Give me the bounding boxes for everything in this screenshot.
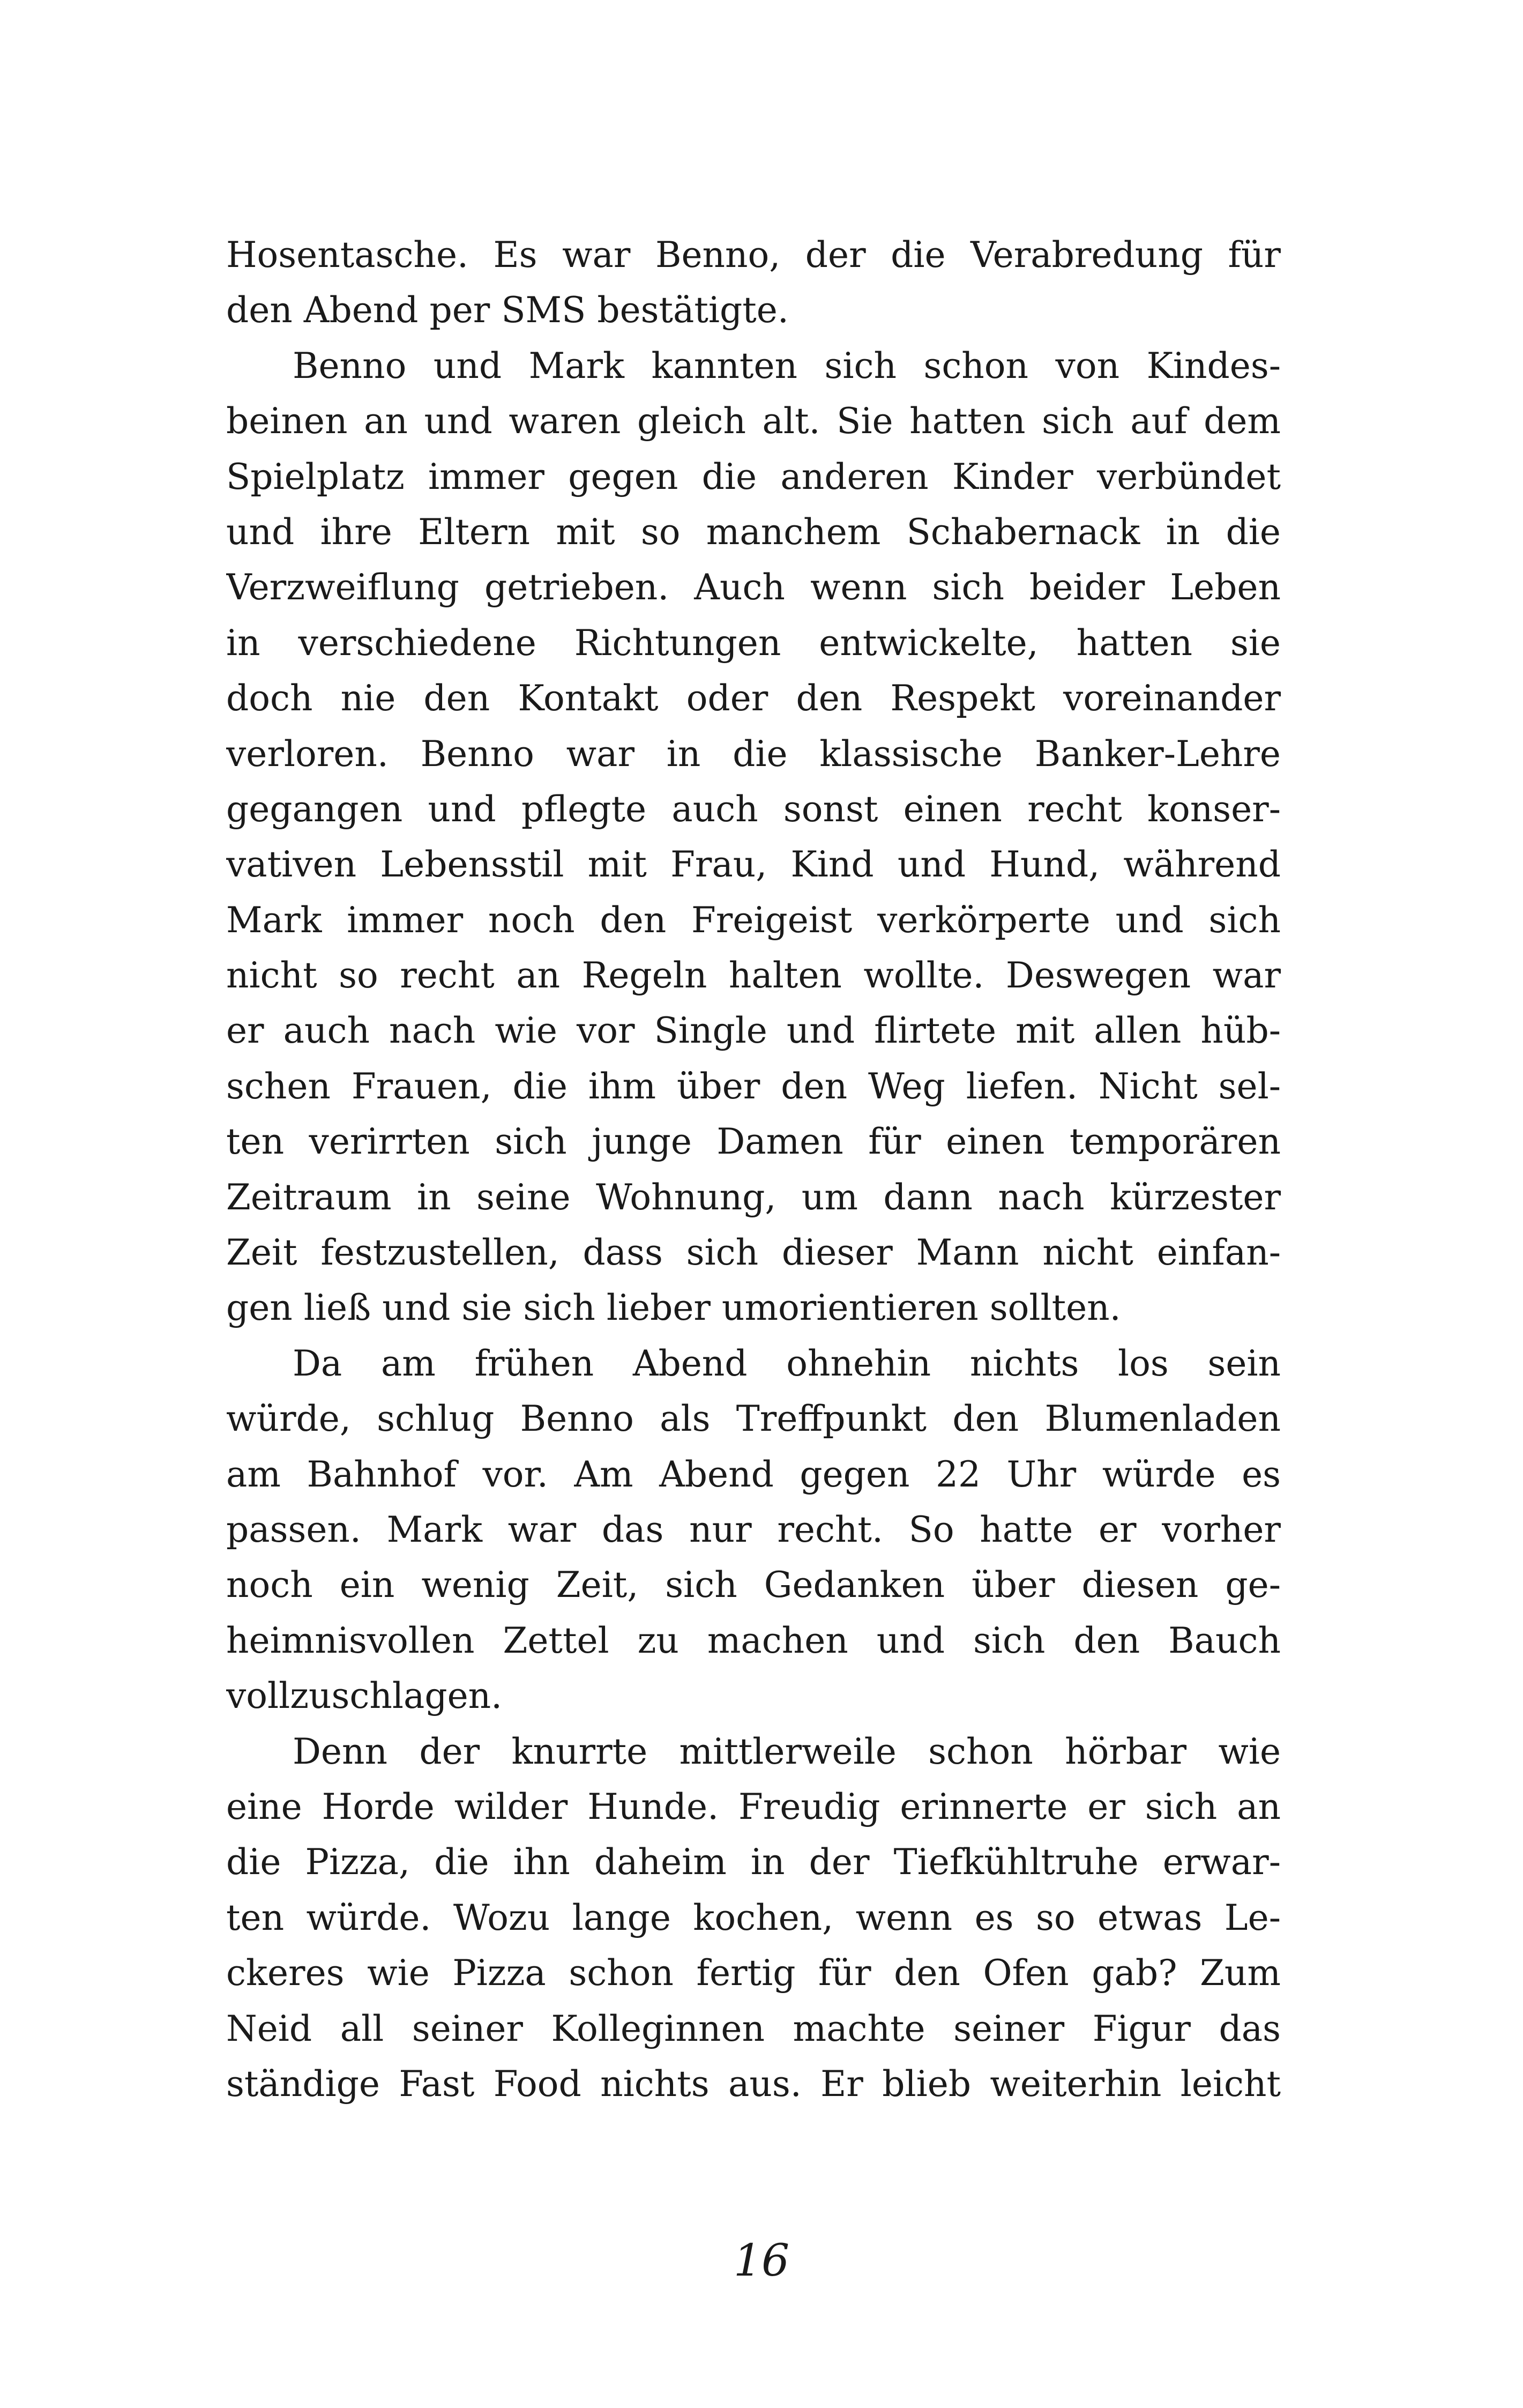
text-line: Da am frühen Abend ohnehin nichts los sein <box>293 1342 1281 1384</box>
text-line: Denn der knurrte mittlerweile schon hörbar wie <box>293 1730 1281 1772</box>
text-line: doch nie den Kontakt oder den Respekt voreinander <box>226 678 1281 719</box>
text-line: den Abend per SMS bestätigte. <box>226 289 789 331</box>
text-line: in verschiedene Richtungen entwickelte, hatten sie <box>226 622 1281 664</box>
text-line: beinen an und waren gleich alt. Sie hatten sich auf dem <box>226 400 1281 442</box>
text-line: ten verirrten sich junge Damen für einen temporären <box>226 1121 1281 1163</box>
text-line: die Pizza, die ihn daheim in der Tiefkühltruhe erwar- <box>226 1841 1281 1883</box>
text-line: nicht so recht an Regeln halten wollte. Deswegen war <box>226 955 1281 997</box>
text-line: verloren. Benno war in die klassische Banker-Lehre <box>226 733 1281 775</box>
text-line: noch ein wenig Zeit, sich Gedanken über diesen ge- <box>226 1564 1281 1606</box>
text-line: eine Horde wilder Hunde. Freudig erinnerte er sich an <box>226 1786 1281 1827</box>
text-line: Zeitraum in seine Wohnung, um dann nach kürzester <box>226 1176 1281 1218</box>
text-line: heimnisvollen Zettel zu machen und sich den Bauch <box>226 1619 1281 1661</box>
text-line: und ihre Eltern mit so manchem Schabernack in die <box>226 511 1281 553</box>
text-line: ten würde. Wozu lange kochen, wenn es so etwas Le- <box>226 1897 1281 1938</box>
text-line: vativen Lebensstil mit Frau, Kind und Hund, während <box>226 844 1281 886</box>
text-line: gegangen und pflegte auch sonst einen recht konser- <box>226 788 1281 830</box>
text-line: ständige Fast Food nichts aus. Er blieb weiterhin leicht <box>226 2063 1281 2105</box>
text-line: ckeres wie Pizza schon fertig für den Ofen gab? Zum <box>226 1952 1281 1994</box>
text-line: würde, schlug Benno als Treffpunkt den Blumenladen <box>226 1398 1281 1440</box>
text-line: vollzuschlagen. <box>226 1675 503 1717</box>
text-line: Neid all seiner Kolleginnen machte seiner Figur das <box>226 2008 1281 2049</box>
body-text <box>226 227 1281 2112</box>
text-line: passen. Mark war das nur recht. So hatte er vorher <box>226 1508 1281 1550</box>
text-line: Spielplatz immer gegen die anderen Kinder verbündet <box>226 456 1281 497</box>
text-line: Zeit festzustellen, dass sich dieser Mann nicht einfan- <box>226 1232 1281 1274</box>
text-line: Hosentasche. Es war Benno, der die Verabredung für <box>226 234 1281 276</box>
text-line: schen Frauen, die ihm über den Weg liefen. Nicht sel- <box>226 1065 1281 1107</box>
text-line: Benno und Mark kannten sich schon von Kindes- <box>293 345 1281 387</box>
text-line: Mark immer noch den Freigeist verkörperte und sich <box>226 899 1281 941</box>
text-line: am Bahnhof vor. Am Abend gegen 22 Uhr würde es <box>226 1453 1281 1495</box>
text-line: er auch nach wie vor Single und flirtete mit allen hüb- <box>226 1010 1281 1052</box>
text-line: gen ließ und sie sich lieber umorientieren sollten. <box>226 1287 1121 1329</box>
page-number: 16 <box>733 2235 790 2286</box>
text-line: Verzweiflung getrieben. Auch wenn sich beider Leben <box>226 567 1281 608</box>
